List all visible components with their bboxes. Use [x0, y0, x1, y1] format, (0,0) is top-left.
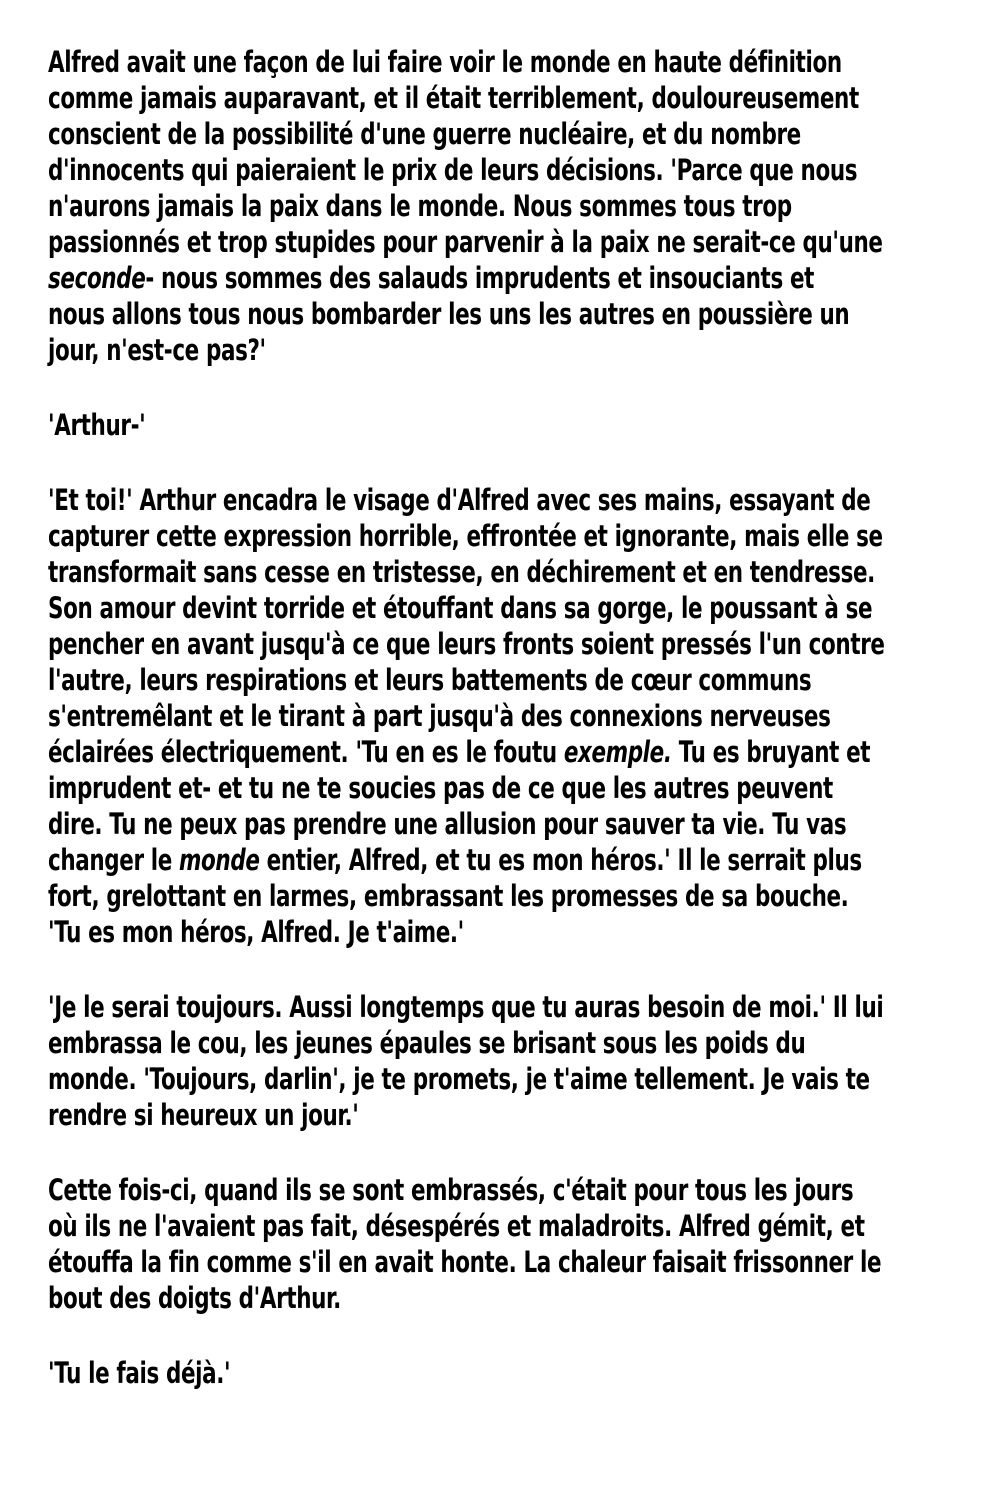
- text-segment: nous allons tous nous bombarder les uns les autres en poussière un: [48, 297, 850, 331]
- text-segment: capturer cette expression horrible, effrontée et ignorante, mais elle se: [48, 519, 883, 553]
- text-line: [48, 554, 1000, 590]
- paragraph: [48, 407, 1000, 443]
- text-line: [48, 662, 1000, 698]
- text-line: [48, 698, 1000, 734]
- text-line: [48, 152, 1000, 188]
- text-line: [48, 1208, 1000, 1244]
- text-segment: rendre si heureux un jour.': [48, 1098, 359, 1132]
- paragraph: [48, 1355, 1000, 1391]
- text-segment: l'autre, leurs respirations et leurs battements de cœur communs: [48, 663, 812, 697]
- text-segment: monde. 'Toujours, darlin', je te promets, je t'aime tellement. Je vais te: [48, 1062, 870, 1096]
- text-line: [48, 734, 1000, 770]
- text-segment: s'entremêlant et le tirant à part jusqu'à des connexions nerveuses: [48, 699, 831, 733]
- paragraph: [48, 482, 1000, 950]
- text-segment: dire. Tu ne peux pas prendre une allusion pour sauver ta vie. Tu vas: [48, 807, 847, 841]
- text-line: [48, 590, 1000, 626]
- text-line: [48, 1097, 1000, 1133]
- text-segment: entier, Alfred, et tu es mon héros.' Il le serrait plus: [259, 843, 862, 877]
- text-line: [48, 260, 1000, 296]
- text-line: [48, 332, 1000, 368]
- text-line: [48, 407, 1000, 443]
- italic-text-segment: seconde: [48, 261, 146, 295]
- story-text: [48, 44, 1000, 1430]
- paragraph: [48, 989, 1000, 1133]
- text-line: [48, 1025, 1000, 1061]
- text-segment: 'Et toi!' Arthur encadra le visage d'Alfred avec ses mains, essayant de: [48, 483, 871, 517]
- text-segment: comme jamais auparavant, et il était terriblement, douloureusement: [48, 81, 859, 115]
- text-segment: jour, n'est-ce pas?': [48, 333, 266, 367]
- text-segment: imprudent et- et tu ne te soucies pas de ce que les autres peuvent: [48, 771, 833, 805]
- text-line: [48, 1244, 1000, 1280]
- text-segment: embrassa le cou, les jeunes épaules se brisant sous les poids du: [48, 1026, 806, 1060]
- text-segment: où ils ne l'avaient pas fait, désespérés et maladroits. Alfred gémit, et: [48, 1209, 865, 1243]
- text-segment: étouffa la fin comme s'il en avait honte. La chaleur faisait frissonner le: [48, 1245, 882, 1279]
- text-segment: transformait sans cesse en tristesse, en déchirement et en tendresse.: [48, 555, 875, 589]
- text-segment: changer le: [48, 843, 180, 877]
- text-segment: d'innocents qui paieraient le prix de leurs décisions. 'Parce que nous: [48, 153, 858, 187]
- text-segment: 'Tu le fais déjà.': [48, 1356, 231, 1390]
- text-line: [48, 770, 1000, 806]
- italic-text-segment: monde: [179, 843, 260, 877]
- text-segment: bout des doigts d'Arthur.: [48, 1281, 341, 1315]
- text-segment: - nous sommes des salauds imprudents et insouciants et: [145, 261, 815, 295]
- text-segment: 'Arthur-': [48, 408, 146, 442]
- text-line: [48, 1280, 1000, 1316]
- text-line: [48, 224, 1000, 260]
- text-segment: n'aurons jamais la paix dans le monde. Nous sommes tous trop: [48, 189, 792, 223]
- text-line: [48, 188, 1000, 224]
- text-segment: 'Je le serai toujours. Aussi longtemps que tu auras besoin de moi.' Il lui: [48, 990, 884, 1024]
- text-line: [48, 296, 1000, 332]
- text-line: [48, 914, 1000, 950]
- paragraph: [48, 44, 1000, 368]
- text-segment: conscient de la possibilité d'une guerre nucléaire, et du nombre: [48, 117, 801, 151]
- text-line: [48, 842, 1000, 878]
- text-segment: Son amour devint torride et étouffant dans sa gorge, le poussant à se: [48, 591, 873, 625]
- text-line: [48, 806, 1000, 842]
- text-line: [48, 44, 1000, 80]
- text-line: [48, 116, 1000, 152]
- text-line: [48, 626, 1000, 662]
- text-line: [48, 482, 1000, 518]
- text-segment: Cette fois-ci, quand ils se sont embrassés, c'était pour tous les jours: [48, 1173, 854, 1207]
- text-segment: Alfred avait une façon de lui faire voir le monde en haute définition: [48, 45, 842, 79]
- text-line: [48, 1172, 1000, 1208]
- paragraph: [48, 1172, 1000, 1316]
- text-line: [48, 1355, 1000, 1391]
- text-segment: pencher en avant jusqu'à ce que leurs fronts soient pressés l'un contre: [48, 627, 885, 661]
- text-line: [48, 518, 1000, 554]
- text-line: [48, 80, 1000, 116]
- text-line: [48, 1061, 1000, 1097]
- text-line: [48, 989, 1000, 1025]
- italic-text-segment: exemple.: [563, 735, 672, 769]
- text-segment: 'Tu es mon héros, Alfred. Je t'aime.': [48, 915, 464, 949]
- text-segment: passionnés et trop stupides pour parvenir à la paix ne serait-ce qu'une: [48, 225, 883, 259]
- text-line: [48, 878, 1000, 914]
- text-segment: fort, grelottant en larmes, embrassant les promesses de sa bouche.: [48, 879, 849, 913]
- text-segment: Tu es bruyant et: [671, 735, 871, 769]
- text-segment: éclairées électriquement. 'Tu en es le foutu: [48, 735, 564, 769]
- text-column: [48, 44, 1000, 1391]
